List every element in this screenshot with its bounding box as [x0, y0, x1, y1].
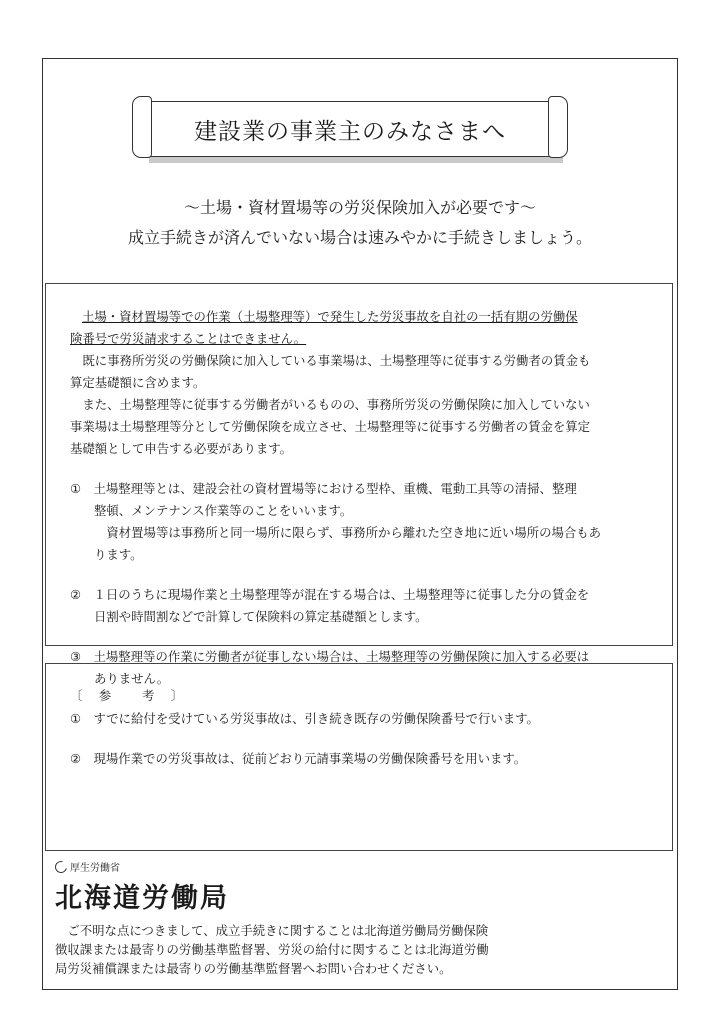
subtitle-line-1: ～土場・資材置場等の労災保険加入が必要です～ — [183, 198, 536, 217]
reference-box — [45, 663, 673, 851]
note-item-1-line-1: ① 土場整理等とは、建設会社の資材置場等における型枠、重機、電動工具等の清掃、整理 — [70, 481, 577, 496]
note-item-3-line-2: ありません。 — [94, 671, 170, 686]
note-item-1-line-3: 資材置場等は事務所と同一場所に限らず、事務所から離れた空き地に近い場所の場合もあ — [106, 525, 602, 540]
reference-item-2: ② 現場作業での労災事故は、従前どおり元請事業場の労働保険番号を用います。 — [70, 751, 527, 766]
contact-line-3: 局労災補償課または最寄りの労働基準監督署へお問い合わせください。 — [55, 961, 452, 976]
page-title: 建設業の事業主のみなさまへ — [194, 118, 506, 145]
ministry-logo-icon — [53, 858, 69, 874]
note-item-1-line-4: ります。 — [94, 547, 143, 562]
para3-line-2: 事業場は土場整理等分として労働保険を成立させ、土場整理等に従事する労働者の賃金を算定 — [70, 419, 591, 434]
intro-underlined-line-1: 土場・資材置場等での作業（土場整理等）で発生した労災事故を自社の一括有期の労働保 — [82, 309, 578, 324]
note-item-1-line-2: 整頓、メンテナンス作業等のことをいいます。 — [94, 503, 353, 518]
title-banner — [143, 101, 557, 157]
bureau-name: 北海道労働局 — [55, 883, 229, 914]
footer — [55, 859, 655, 978]
ministry-name: 厚生労働省 — [70, 863, 120, 874]
para2-line-2: 算定基礎額に含めます。 — [70, 375, 206, 390]
reference-item-1: ① すでに給付を受けている労災事故は、引き続き既存の労働保険番号で行います。 — [70, 711, 539, 726]
scroll-curl-right — [548, 96, 568, 158]
note-item-2-line-2: 日割や時間割などで計算して保険料の算定基礎額とします。 — [94, 609, 428, 624]
reference-heading: 〔 参 考 〕 — [70, 688, 186, 703]
note-item-3-line-1: ③ 土場整理等の作業に労働者が従事しない場合は、土場整理等の労働保険に加入する必要は — [70, 649, 590, 664]
para3-line-1: また、土場整理等に従事する労働者がいるものの、事務所労災の労働保険に加入していない — [82, 397, 590, 412]
main-notice-box — [45, 283, 673, 686]
note-item-2-line-1: ② １日のうちに現場作業と土場整理等が混在する場合は、土場整理等に従事した分の賃金を — [70, 587, 590, 602]
document-frame — [42, 58, 678, 990]
ministry-label — [55, 859, 655, 874]
contact-line-1: ご不明な点につきまして、成立手続きに関することは北海道労働局労働保険 — [67, 923, 489, 938]
para3-line-3: 基礎額として申告する必要があります。 — [70, 441, 293, 456]
subtitle-line-2: 成立手続きが済んでいない場合は速みやかに手続きしましょう。 — [127, 228, 592, 247]
para2-line-1: 既に事務所労災の労働保険に加入している事業場は、土場整理等に従事する労働者の賃金も — [82, 353, 591, 368]
scroll-curl-left — [132, 96, 152, 158]
contact-line-2: 徴収課または最寄りの労働基準監督署、労災の給付に関することは北海道労働 — [55, 942, 489, 957]
contact-info — [55, 921, 655, 978]
intro-underlined-line-2: 険番号で労災請求することはできません。 — [70, 331, 307, 346]
